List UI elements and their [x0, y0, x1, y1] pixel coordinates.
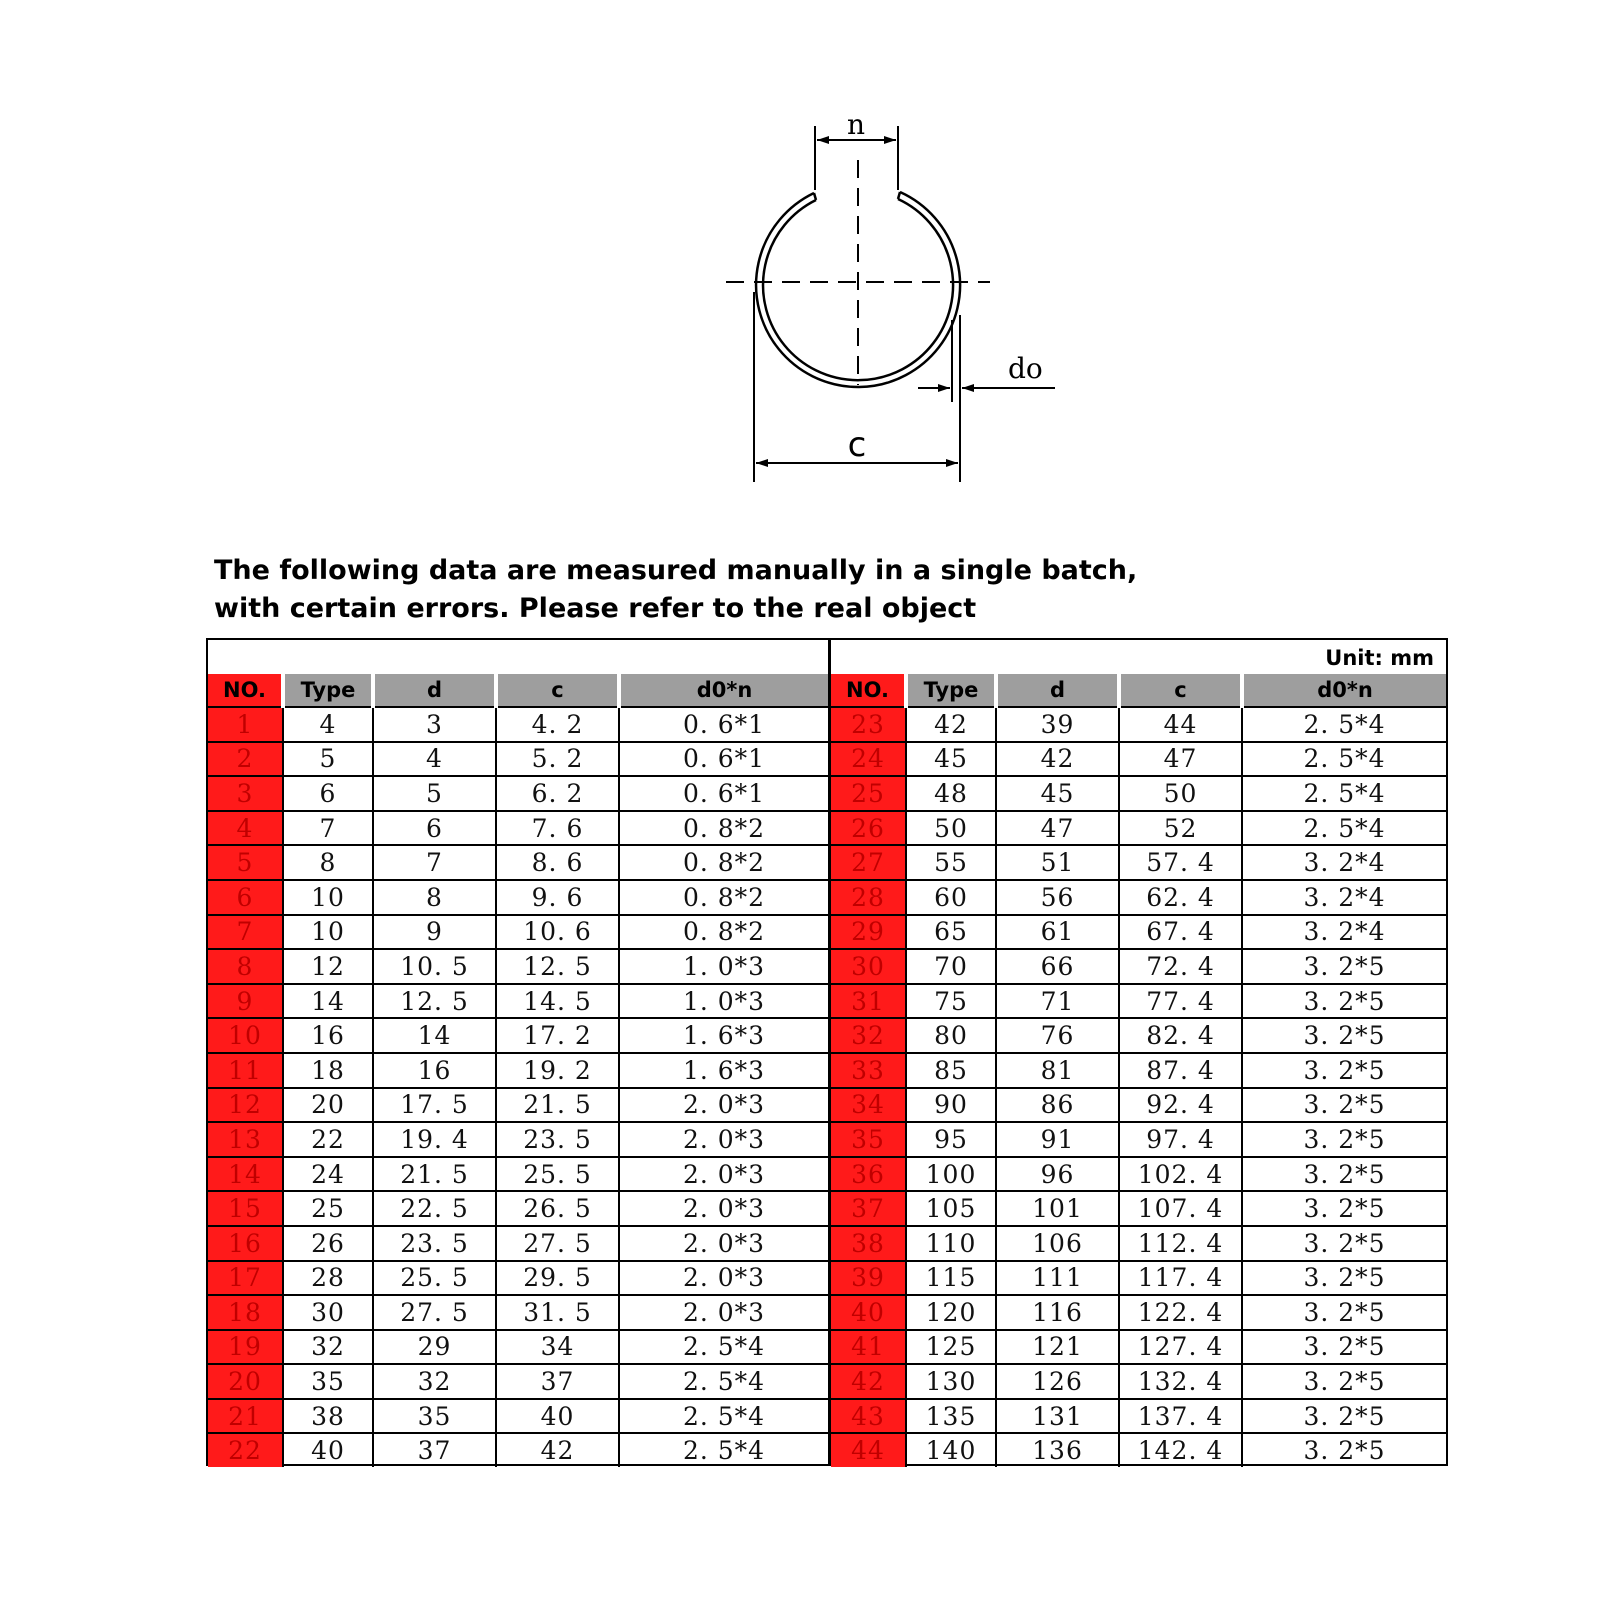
cell-d0-n: 3. 2*5 — [1242, 1364, 1446, 1399]
header-d0-n: d0*n — [1242, 674, 1446, 707]
cell-type: 120 — [906, 1295, 996, 1330]
cell-type: 105 — [906, 1191, 996, 1226]
cell-no: 12 — [208, 1088, 283, 1123]
cell-no: 24 — [831, 742, 906, 777]
table-row — [831, 1330, 1446, 1365]
cell-d0-n: 1. 0*3 — [619, 949, 828, 984]
header-type: Type — [283, 674, 373, 707]
cell-c: 92. 4 — [1119, 1088, 1242, 1123]
cell-type: 28 — [283, 1261, 373, 1296]
table-row — [831, 811, 1446, 846]
cell-no: 26 — [831, 811, 906, 846]
cell-c: 107. 4 — [1119, 1191, 1242, 1226]
table-row — [831, 1191, 1446, 1226]
cell-d0-n: 2. 0*3 — [619, 1261, 828, 1296]
cell-d0-n: 3. 2*5 — [1242, 1018, 1446, 1053]
cell-no: 7 — [208, 915, 283, 950]
cell-d: 76 — [996, 1018, 1119, 1053]
spec-table — [206, 638, 1448, 1466]
cell-no: 27 — [831, 845, 906, 880]
cell-d: 42 — [996, 742, 1119, 777]
cell-no: 23 — [831, 707, 906, 742]
spec-table-right — [831, 674, 1446, 1467]
table-row — [208, 984, 828, 1019]
cell-d: 12. 5 — [373, 984, 496, 1019]
cell-d: 16 — [373, 1053, 496, 1088]
cell-d0-n: 3. 2*5 — [1242, 1226, 1446, 1261]
n-label: n — [846, 108, 866, 141]
table-row — [831, 776, 1446, 811]
cell-type: 6 — [283, 776, 373, 811]
cell-d: 86 — [996, 1088, 1119, 1123]
cell-d0-n: 2. 0*3 — [619, 1191, 828, 1226]
cell-c: 4. 2 — [496, 707, 619, 742]
cell-d: 51 — [996, 845, 1119, 880]
cell-no: 40 — [831, 1295, 906, 1330]
cell-type: 24 — [283, 1157, 373, 1192]
table-row — [208, 1433, 828, 1467]
cell-d0-n: 3. 2*5 — [1303, 1436, 1386, 1466]
cell-no: 34 — [831, 1088, 906, 1123]
cell-d: 39 — [996, 707, 1119, 742]
cell-no: 29 — [831, 915, 906, 950]
table-row — [208, 1088, 828, 1123]
cell-type: 8 — [283, 845, 373, 880]
table-row — [831, 1053, 1446, 1088]
cell-type: 115 — [906, 1261, 996, 1296]
cell-c: 10. 6 — [496, 915, 619, 950]
cell-type: 60 — [906, 880, 996, 915]
cell-c: 40 — [496, 1399, 619, 1434]
unit-label: Unit: mm — [1325, 646, 1434, 670]
cell-c: 142. 4 — [1119, 1433, 1242, 1467]
cell-type: 65 — [906, 915, 996, 950]
cell-no: 15 — [208, 1191, 283, 1226]
header-c: c — [1119, 674, 1242, 707]
cell-d: 61 — [996, 915, 1119, 950]
cell-d0-n: 3. 2*5 — [1242, 1261, 1446, 1296]
cell-c: 47 — [1119, 742, 1242, 777]
cell-d: 14 — [373, 1018, 496, 1053]
cell-c: 21. 5 — [496, 1088, 619, 1123]
table-row — [831, 1226, 1446, 1261]
cell-d0-n: 3. 2*5 — [1242, 1191, 1446, 1226]
cell-c: 72. 4 — [1119, 949, 1242, 984]
cell-type: 26 — [283, 1226, 373, 1261]
cell-d: 35 — [373, 1399, 496, 1434]
table-row — [208, 1399, 828, 1434]
cell-c: 57. 4 — [1119, 845, 1242, 880]
cell-c: 26. 5 — [496, 1191, 619, 1226]
cell-type: 42 — [906, 707, 996, 742]
cell-d: 136 — [996, 1433, 1119, 1467]
cell-c: 12. 5 — [496, 949, 619, 984]
table-row — [831, 1157, 1446, 1192]
cell-c: 132. 4 — [1119, 1364, 1242, 1399]
cell-no: 36 — [831, 1157, 906, 1192]
cell-no: 30 — [831, 949, 906, 984]
cell-no: 41 — [831, 1330, 906, 1365]
table-row — [208, 1018, 828, 1053]
cell-d: 4 — [373, 742, 496, 777]
table-row — [831, 949, 1446, 984]
header-no: NO. — [208, 674, 283, 707]
cell-c: 34 — [496, 1330, 619, 1365]
cell-no: 20 — [208, 1364, 283, 1399]
cell-type: 40 — [283, 1433, 373, 1467]
cell-type: 35 — [283, 1364, 373, 1399]
cell-d: 66 — [996, 949, 1119, 984]
cell-d0-n: 2. 5*4 — [682, 1436, 766, 1466]
table-row — [208, 1191, 828, 1226]
cell-no: 22 — [208, 1433, 283, 1467]
cell-d0-n: 3. 2*5 — [1242, 1295, 1446, 1330]
cell-d0-n: 2. 0*3 — [619, 1122, 828, 1157]
cell-d0-n: 2. 0*3 — [619, 1295, 828, 1330]
table-row — [831, 880, 1446, 915]
cell-type: 100 — [906, 1157, 996, 1192]
cell-type: 85 — [906, 1053, 996, 1088]
table-row — [208, 1261, 828, 1296]
table-row — [831, 915, 1446, 950]
cell-c: 44 — [1119, 707, 1242, 742]
cell-d0-n: 3. 2*5 — [1242, 984, 1446, 1019]
cell-type: 32 — [283, 1330, 373, 1365]
cell-type: 95 — [906, 1122, 996, 1157]
table-row — [831, 1364, 1446, 1399]
cell-no: 28 — [831, 880, 906, 915]
cell-c: 67. 4 — [1119, 915, 1242, 950]
cell-type: 70 — [906, 949, 996, 984]
cell-d: 25. 5 — [373, 1261, 496, 1296]
measurement-note — [214, 552, 1214, 628]
cell-no: 11 — [208, 1053, 283, 1088]
cell-type: 55 — [906, 845, 996, 880]
cell-d: 21. 5 — [373, 1157, 496, 1192]
ring-diagram — [0, 0, 1600, 520]
cell-c: 37 — [496, 1364, 619, 1399]
cell-type: 38 — [283, 1399, 373, 1434]
cell-type: 140 — [906, 1433, 996, 1467]
cell-d0-n: 0. 8*2 — [619, 880, 828, 915]
cell-c: 25. 5 — [496, 1157, 619, 1192]
table-row — [208, 845, 828, 880]
cell-c: 97. 4 — [1119, 1122, 1242, 1157]
cell-no: 1 — [208, 707, 283, 742]
table-row — [208, 776, 828, 811]
cell-type: 25 — [283, 1191, 373, 1226]
cell-no: 4 — [208, 811, 283, 846]
cell-d0-n: 2. 5*4 — [619, 1399, 828, 1434]
cell-d0-n: 2. 0*3 — [619, 1157, 828, 1192]
cell-d0-n: 2. 5*4 — [1242, 742, 1446, 777]
cell-d: 116 — [996, 1295, 1119, 1330]
cell-no: 6 — [208, 880, 283, 915]
cell-c: 77. 4 — [1119, 984, 1242, 1019]
cell-d: 23. 5 — [373, 1226, 496, 1261]
cell-d0-n: 3. 2*4 — [1242, 880, 1446, 915]
cell-d: 111 — [996, 1261, 1119, 1296]
table-row — [208, 1295, 828, 1330]
cell-type: 30 — [283, 1295, 373, 1330]
header-no: NO. — [831, 674, 906, 707]
cell-type: 5 — [283, 742, 373, 777]
cell-c: 112. 4 — [1119, 1226, 1242, 1261]
spec-table-left — [208, 674, 828, 1467]
cell-c: 31. 5 — [496, 1295, 619, 1330]
table-row — [208, 1053, 828, 1088]
cell-no: 32 — [831, 1018, 906, 1053]
cell-d: 106 — [996, 1226, 1119, 1261]
cell-c: 7. 6 — [496, 811, 619, 846]
table-row — [831, 1122, 1446, 1157]
cell-d0-n: 0. 6*1 — [619, 776, 828, 811]
cell-type: 48 — [906, 776, 996, 811]
cell-no: 10 — [208, 1018, 283, 1053]
cell-d: 8 — [373, 880, 496, 915]
table-row — [208, 707, 828, 742]
ring-drawing — [0, 0, 1600, 520]
cell-d: 81 — [996, 1053, 1119, 1088]
cell-d: 121 — [996, 1330, 1119, 1365]
cell-d0-n: 2. 5*4 — [619, 1330, 828, 1365]
cell-no: 5 — [208, 845, 283, 880]
cell-c: 6. 2 — [496, 776, 619, 811]
cell-c: 50 — [1119, 776, 1242, 811]
cell-no: 25 — [831, 776, 906, 811]
cell-c: 29. 5 — [496, 1261, 619, 1296]
cell-d: 19. 4 — [373, 1122, 496, 1157]
cell-c: 23. 5 — [496, 1122, 619, 1157]
table-row — [831, 1433, 1446, 1467]
cell-no: 17 — [208, 1261, 283, 1296]
cell-d: 3 — [373, 707, 496, 742]
cell-d: 5 — [373, 776, 496, 811]
cell-d0-n: 0. 8*2 — [619, 915, 828, 950]
table-row — [831, 1088, 1446, 1123]
cell-type: 110 — [906, 1226, 996, 1261]
table-row — [831, 707, 1446, 742]
cell-c: 127. 4 — [1119, 1330, 1242, 1365]
cell-d0-n: 2. 0*3 — [619, 1088, 828, 1123]
cell-d: 9 — [373, 915, 496, 950]
table-row — [831, 1399, 1446, 1434]
cell-d: 45 — [996, 776, 1119, 811]
cell-c: 42 — [496, 1433, 619, 1467]
cell-type: 4 — [283, 707, 373, 742]
table-row — [208, 811, 828, 846]
cell-d0-n: 1. 0*3 — [619, 984, 828, 1019]
cell-no: 33 — [831, 1053, 906, 1088]
cell-no: 8 — [208, 949, 283, 984]
cell-d: 47 — [996, 811, 1119, 846]
cell-d: 37 — [373, 1433, 496, 1467]
cell-d: 126 — [996, 1364, 1119, 1399]
cell-type: 18 — [283, 1053, 373, 1088]
cell-d0-n: 0. 8*2 — [619, 811, 828, 846]
cell-d: 10. 5 — [373, 949, 496, 984]
cell-d0-n: 2. 5*4 — [1242, 811, 1446, 846]
cell-c: 122. 4 — [1119, 1295, 1242, 1330]
cell-type: 20 — [283, 1088, 373, 1123]
cell-d: 27. 5 — [373, 1295, 496, 1330]
cell-d0-n: 3. 2*4 — [1242, 915, 1446, 950]
cell-d: 71 — [996, 984, 1119, 1019]
cell-d: 7 — [373, 845, 496, 880]
cell-c: 137. 4 — [1119, 1399, 1242, 1434]
header-d: d — [373, 674, 496, 707]
cell-c: 8. 6 — [496, 845, 619, 880]
cell-no: 9 — [208, 984, 283, 1019]
cell-c: 27. 5 — [496, 1226, 619, 1261]
table-row — [208, 1364, 828, 1399]
table-row — [208, 1330, 828, 1365]
cell-d: 56 — [996, 880, 1119, 915]
cell-type: 14 — [283, 984, 373, 1019]
cell-d0-n: 2. 5*4 — [1242, 707, 1446, 742]
cell-type: 75 — [906, 984, 996, 1019]
table-row — [208, 880, 828, 915]
cell-type: 22 — [283, 1122, 373, 1157]
cell-c: 87. 4 — [1119, 1053, 1242, 1088]
cell-c: 62. 4 — [1119, 880, 1242, 915]
cell-c: 5. 2 — [496, 742, 619, 777]
table-row — [831, 1018, 1446, 1053]
table-row — [208, 1122, 828, 1157]
cell-c: 17. 2 — [496, 1018, 619, 1053]
cell-d: 91 — [996, 1122, 1119, 1157]
cell-c: 14. 5 — [496, 984, 619, 1019]
unit-row — [208, 640, 1446, 674]
cell-no: 42 — [831, 1364, 906, 1399]
header-type: Type — [906, 674, 996, 707]
cell-type: 12 — [283, 949, 373, 984]
header-d0-n: d0*n — [619, 674, 828, 707]
cell-type: 10 — [283, 915, 373, 950]
cell-d: 29 — [373, 1330, 496, 1365]
cell-type: 50 — [906, 811, 996, 846]
d0-label: do — [1008, 352, 1043, 385]
cell-type: 80 — [906, 1018, 996, 1053]
table-row — [831, 984, 1446, 1019]
cell-d0-n: 2. 5*4 — [619, 1364, 828, 1399]
table-row — [208, 742, 828, 777]
cell-d: 32 — [373, 1364, 496, 1399]
cell-d0-n: 1. 6*3 — [619, 1018, 828, 1053]
cell-type: 10 — [283, 880, 373, 915]
cell-d0-n: 2. 0*3 — [619, 1226, 828, 1261]
cell-no: 16 — [208, 1226, 283, 1261]
table-row — [208, 949, 828, 984]
cell-d: 22. 5 — [373, 1191, 496, 1226]
cell-no: 21 — [208, 1399, 283, 1434]
header-c: c — [496, 674, 619, 707]
header-d: d — [996, 674, 1119, 707]
cell-d0-n: 2. 5*4 — [1242, 776, 1446, 811]
cell-d0-n: 3. 2*5 — [1242, 1053, 1446, 1088]
cell-type: 125 — [906, 1330, 996, 1365]
cell-no: 39 — [831, 1261, 906, 1296]
cell-no: 13 — [208, 1122, 283, 1157]
cell-d0-n: 1. 6*3 — [619, 1053, 828, 1088]
cell-d0-n: 3. 2*5 — [1242, 1399, 1446, 1434]
cell-d: 101 — [996, 1191, 1119, 1226]
cell-d: 131 — [996, 1399, 1119, 1434]
cell-d: 17. 5 — [373, 1088, 496, 1123]
cell-d0-n: 3. 2*5 — [1242, 1157, 1446, 1192]
cell-no: 37 — [831, 1191, 906, 1226]
cell-d0-n: 0. 8*2 — [619, 845, 828, 880]
cell-no: 44 — [831, 1433, 906, 1467]
cell-type: 130 — [906, 1364, 996, 1399]
cell-d0-n: 3. 2*4 — [1242, 845, 1446, 880]
cell-d0-n: 0. 6*1 — [619, 742, 828, 777]
table-row — [831, 1295, 1446, 1330]
cell-type: 16 — [283, 1018, 373, 1053]
cell-no: 35 — [831, 1122, 906, 1157]
cell-no: 19 — [208, 1330, 283, 1365]
cell-c: 52 — [1119, 811, 1242, 846]
cell-type: 90 — [906, 1088, 996, 1123]
cell-c: 117. 4 — [1119, 1261, 1242, 1296]
table-row — [208, 915, 828, 950]
cell-no: 18 — [208, 1295, 283, 1330]
cell-type: 135 — [906, 1399, 996, 1434]
note-line-1: The following data are measured manually in a single batch, — [214, 555, 1138, 586]
cell-c: 9. 6 — [496, 880, 619, 915]
cell-d: 96 — [996, 1157, 1119, 1192]
note-line-2: with certain errors. Please refer to the real object — [214, 593, 977, 624]
cell-d0-n: 3. 2*5 — [1242, 949, 1446, 984]
table-row — [831, 1261, 1446, 1296]
cell-d0-n: 3. 2*5 — [1242, 1088, 1446, 1123]
table-row — [208, 1157, 828, 1192]
cell-d0-n: 0. 6*1 — [619, 707, 828, 742]
cell-type: 7 — [283, 811, 373, 846]
cell-no: 31 — [831, 984, 906, 1019]
table-row — [831, 742, 1446, 777]
cell-c: 19. 2 — [496, 1053, 619, 1088]
cell-no: 43 — [831, 1399, 906, 1434]
table-row — [208, 1226, 828, 1261]
cell-d0-n: 3. 2*5 — [1242, 1330, 1446, 1365]
cell-no: 3 — [208, 776, 283, 811]
cell-d0-n: 3. 2*5 — [1242, 1122, 1446, 1157]
table-row — [831, 845, 1446, 880]
cell-no: 14 — [208, 1157, 283, 1192]
cell-c: 82. 4 — [1119, 1018, 1242, 1053]
cell-d: 6 — [373, 811, 496, 846]
cell-type: 45 — [906, 742, 996, 777]
cell-c: 102. 4 — [1119, 1157, 1242, 1192]
c-label: c — [847, 425, 867, 465]
cell-no: 38 — [831, 1226, 906, 1261]
cell-no: 2 — [208, 742, 283, 777]
